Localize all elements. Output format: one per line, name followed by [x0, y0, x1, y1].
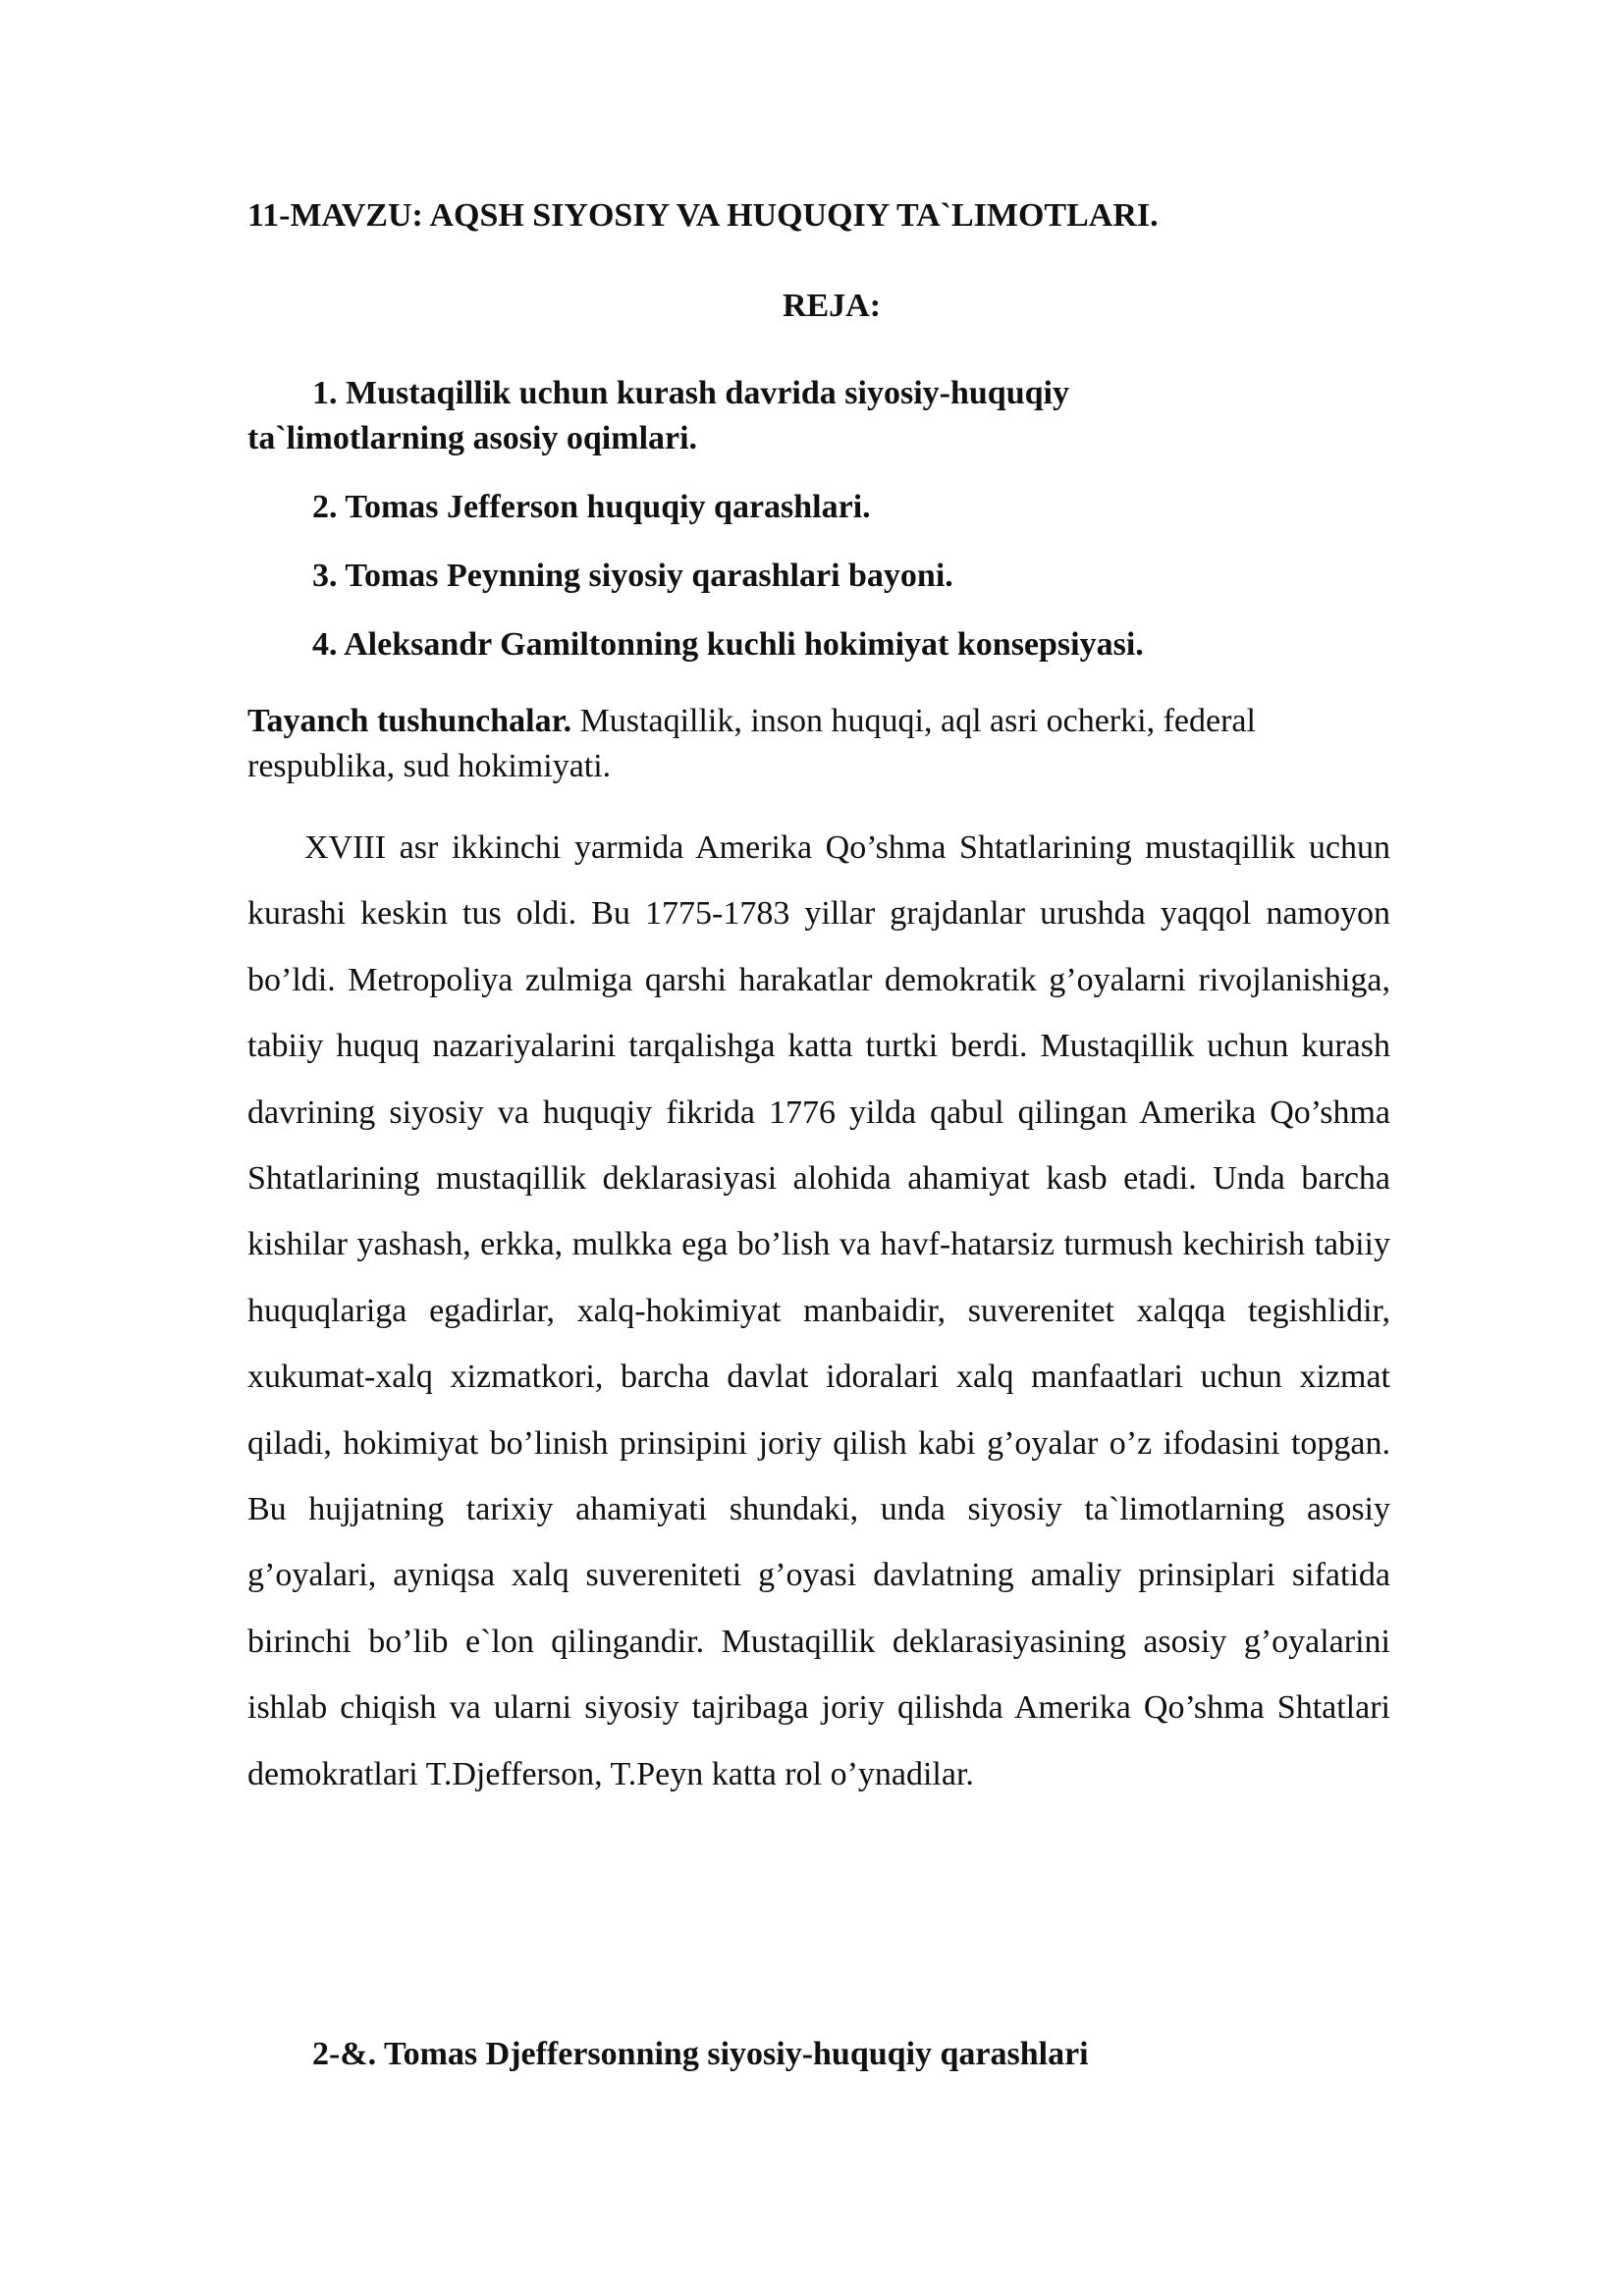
key-concepts-label: Tayanch tushunchalar.	[247, 703, 572, 739]
plan-item-3: 3. Tomas Peynning siyosiy qarashlari bayoni.	[312, 558, 953, 594]
plan-list	[247, 371, 1396, 691]
section-heading: 2-&. Tomas Djeffersonning siyosiy-huquqiy qarashlari	[312, 2036, 1089, 2072]
plan-item-4: 4. Aleksandr Gamiltonning kuchli hokimiyat konsepsiyasi.	[312, 626, 1144, 663]
plan-item-2: 2. Tomas Jefferson huquqiy qarashlari.	[312, 489, 871, 525]
plan-heading: REJA:	[782, 288, 882, 324]
plan-item-1: 1. Mustaqillik uchun kurash davrida siyosiy-huquqiy ta`limotlarning asosiy oqimlari.	[247, 375, 1069, 456]
key-concepts	[247, 699, 1377, 789]
key-concepts-text: Mustaqillik, inson huquqi, aql asri ocherki, federal respublika, sud hokimiyati.	[247, 703, 1256, 784]
document-title: 11-MAVZU: AQSH SIYOSIY VA HUQUQIY TA`LIMOTLARI.	[247, 197, 1159, 234]
body-paragraph: XVIII asr ikkinchi yarmida Amerika Qo’shma Shtatlarining mustaqillik uchun kurashi keskin tus oldi. Bu 1775-1783 yillar grajdanlar urushda yaqqol namoyon bo’ldi. Metropoliya zulmiga qarshi harakatlar demokratik g’oyalarni rivojlanishiga, tabiiy huquq nazariyalarini tarqalishga katta turtki berdi. Mustaqillik uchun kurash davrining siyosiy va huquqiy fikrida 1776 yilda qabul qilingan Amerika Qo’shma Shtatlarining mustaqillik deklarasiyasi alohida ahamiyat kasb etadi. Unda barcha kishilar yashash, erkka, mulkka ega bo’lish va havf-hatarsiz turmush kechirish tabiiy huquqlariga egadirlar, xalq-hokimiyat manbaidir, suverenitet xalqqa tegishlidir, xukumat-xalq xizmatkori, barcha davlat idoralari xalq manfaatlari uchun xizmat qiladi, hokimiyat bo’linish prinsipini joriy qilish kabi g’oyalar o’z ifodasini topgan. Bu hujjatning tarixiy ahamiyati shundaki, unda siyosiy ta`limotlarning asosiy g’oyalari, ayniqsa xalq suvereniteti g’oyasi davlatning amaliy prinsiplari sifatida birinchi bo’lib e`lon qilingandir. Mustaqillik deklarasiyasining asosiy g’oyalarini ishlab chiqish va ularni siyosiy tajribaga joriy qilishda Amerika Qo’shma Shtatlari demokratlari T.Djefferson, T.Peyn katta rol o’ynadilar.	[247, 829, 1390, 1792]
